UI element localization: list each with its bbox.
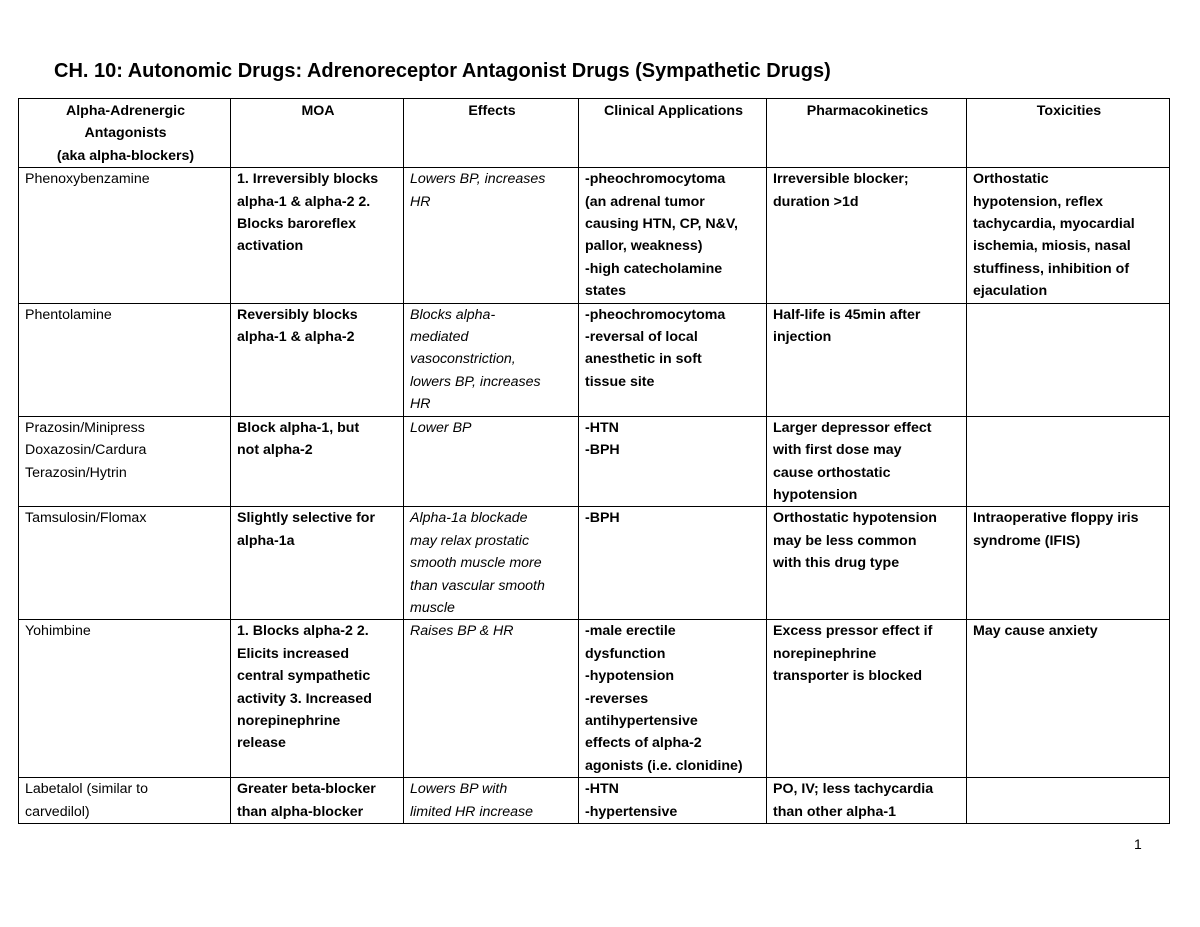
cell-line: Raises BP & HR	[410, 623, 514, 640]
cell-line: Yohimbine	[25, 623, 91, 640]
cell-line: duration >1d	[773, 193, 859, 210]
table-row	[19, 168, 1170, 303]
table-row	[19, 303, 1170, 416]
header-line: Toxicities	[1036, 103, 1102, 119]
cell-line: activity 3. Increased	[237, 690, 372, 707]
cell-line: -hypertensive	[585, 803, 678, 820]
header-line: Antagonists	[84, 125, 167, 142]
cell-line: -male erectile	[585, 623, 676, 640]
cell-line: syndrome (IFIS)	[973, 532, 1081, 549]
cell-toxicities	[967, 416, 1170, 507]
cell-line: smooth muscle more	[410, 555, 542, 572]
cell-line: ischemia, miosis, nasal	[973, 238, 1131, 255]
cell-line: ejaculation	[973, 283, 1048, 300]
header-line: MOA	[301, 103, 335, 119]
cell-line: agonists (i.e. clonidine)	[585, 757, 743, 774]
cell-line: limited HR increase	[410, 803, 533, 820]
header-line: Clinical Applications	[603, 103, 743, 119]
cell-line: than vascular smooth	[410, 577, 545, 594]
cell-line: central sympathetic	[237, 668, 371, 685]
table-row	[19, 416, 1170, 507]
cell-line: with this drug type	[773, 555, 900, 572]
header-line: Pharmacokinetics	[806, 103, 929, 119]
cell-line: muscle	[410, 599, 455, 616]
page-number: 1	[1134, 836, 1142, 852]
cell-line: -reversal of local	[585, 329, 698, 346]
header-effects	[404, 99, 579, 168]
cell-line: tissue site	[585, 373, 655, 390]
cell-line: stuffiness, inhibition of	[973, 260, 1130, 277]
cell-line: alpha-1 & alpha-2 2.	[237, 193, 371, 210]
header-line: Alpha-Adrenergic	[65, 103, 186, 119]
cell-line: not alpha-2	[237, 442, 313, 459]
header-moa	[231, 99, 404, 168]
cell-effects	[404, 416, 579, 507]
cell-line: Alpha-1a blockade	[410, 510, 528, 527]
cell-pharmacokinetics	[767, 303, 967, 416]
header-drug-class	[19, 99, 231, 168]
cell-toxicities	[967, 303, 1170, 416]
cell-line: cause orthostatic	[773, 464, 891, 481]
cell-clinical-applications	[579, 303, 767, 416]
table-row	[19, 507, 1170, 620]
cell-drug	[19, 507, 231, 620]
cell-line: Elicits increased	[237, 645, 349, 662]
cell-effects	[404, 620, 579, 778]
cell-line: alpha-1 & alpha-2	[237, 329, 355, 346]
cell-line: may relax prostatic	[410, 532, 530, 549]
cell-line: states	[585, 283, 627, 300]
cell-line: Lower BP	[410, 419, 472, 436]
cell-line: Orthostatic hypotension	[773, 510, 937, 527]
cell-line: Doxazosin/Cardura	[25, 442, 147, 459]
cell-line: Lowers BP, increases	[410, 171, 546, 188]
cell-toxicities	[967, 168, 1170, 303]
cell-line: -HTN	[585, 419, 619, 436]
cell-pharmacokinetics	[767, 778, 967, 824]
cell-line: Greater beta-blocker	[237, 781, 376, 798]
cell-line: hypotension, reflex	[973, 193, 1104, 210]
cell-line: Slightly selective for	[237, 510, 375, 527]
cell-moa	[231, 620, 404, 778]
drug-table	[18, 98, 1170, 824]
cell-effects	[404, 303, 579, 416]
cell-moa	[231, 778, 404, 824]
header-pharmacokinetics	[767, 99, 967, 168]
cell-line: Orthostatic	[973, 171, 1049, 188]
cell-line: -pheochromocytoma	[585, 306, 726, 323]
cell-line: Half-life is 45min after	[773, 306, 921, 323]
cell-line: than alpha-blocker	[237, 803, 364, 820]
cell-line: -reverses	[585, 690, 649, 707]
cell-toxicities	[967, 507, 1170, 620]
table-row	[19, 778, 1170, 824]
cell-line: HR	[410, 193, 431, 210]
cell-moa	[231, 168, 404, 303]
cell-drug	[19, 620, 231, 778]
cell-line: causing HTN, CP, N&V,	[585, 216, 738, 233]
cell-pharmacokinetics	[767, 507, 967, 620]
cell-moa	[231, 507, 404, 620]
cell-drug	[19, 778, 231, 824]
cell-line: Block alpha-1, but	[237, 419, 360, 436]
cell-effects	[404, 168, 579, 303]
cell-line: anesthetic in soft	[585, 351, 702, 368]
cell-toxicities	[967, 778, 1170, 824]
cell-line: Phentolamine	[25, 306, 112, 323]
cell-moa	[231, 416, 404, 507]
cell-line: carvedilol)	[25, 803, 90, 820]
table-row	[19, 620, 1170, 778]
cell-pharmacokinetics	[767, 620, 967, 778]
cell-line: transporter is blocked	[773, 668, 923, 685]
cell-line: activation	[237, 238, 304, 255]
table-header-row	[19, 99, 1170, 168]
cell-moa	[231, 303, 404, 416]
cell-drug	[19, 416, 231, 507]
cell-line: HR	[410, 396, 431, 413]
cell-line: Irreversible blocker;	[773, 171, 909, 188]
cell-line: pallor, weakness)	[585, 238, 703, 255]
cell-line: -pheochromocytoma	[585, 171, 726, 188]
cell-drug	[19, 303, 231, 416]
cell-line: 1. Blocks alpha-2 2.	[237, 623, 369, 640]
cell-line: norepinephrine	[773, 645, 877, 662]
cell-line: than other alpha-1	[773, 803, 896, 820]
cell-line: Blocks alpha-	[410, 306, 496, 323]
cell-effects	[404, 507, 579, 620]
cell-line: Intraoperative floppy iris	[973, 510, 1139, 527]
cell-line: hypotension	[773, 486, 858, 503]
cell-line: antihypertensive	[585, 712, 698, 729]
cell-line: 1. Irreversibly blocks	[237, 171, 379, 188]
cell-line: may be less common	[773, 532, 917, 549]
cell-line: Blocks baroreflex	[237, 216, 357, 233]
cell-pharmacokinetics	[767, 168, 967, 303]
cell-clinical-applications	[579, 507, 767, 620]
cell-toxicities	[967, 620, 1170, 778]
cell-line: Phenoxybenzamine	[25, 171, 150, 188]
header-toxicities	[967, 99, 1170, 168]
cell-line: effects of alpha-2	[585, 735, 702, 752]
cell-line: (an adrenal tumor	[585, 193, 705, 210]
cell-line: lowers BP, increases	[410, 373, 541, 390]
cell-line: dysfunction	[585, 645, 666, 662]
header-line: (aka alpha-blockers)	[56, 147, 195, 164]
header-line: Effects	[468, 103, 516, 119]
cell-line: vasoconstriction,	[410, 351, 516, 368]
cell-line: Tamsulosin/Flomax	[25, 510, 147, 527]
cell-line: May cause anxiety	[973, 623, 1098, 640]
header-clinical-applications	[579, 99, 767, 168]
cell-line: with first dose may	[773, 442, 902, 459]
cell-line: PO, IV; less tachycardia	[773, 781, 934, 798]
cell-pharmacokinetics	[767, 416, 967, 507]
cell-line: Prazosin/Minipress	[25, 419, 145, 436]
cell-line: injection	[773, 329, 832, 346]
cell-line: Terazosin/Hytrin	[25, 464, 127, 481]
cell-drug	[19, 168, 231, 303]
cell-line: tachycardia, myocardial	[973, 216, 1135, 233]
cell-clinical-applications	[579, 620, 767, 778]
cell-line: -BPH	[585, 442, 620, 459]
cell-line: Reversibly blocks	[237, 306, 358, 323]
page-title: CH. 10: Autonomic Drugs: Adrenoreceptor Antagonist Drugs (Sympathetic Drugs)	[54, 60, 831, 82]
cell-line: -BPH	[585, 510, 620, 527]
table-body	[19, 168, 1170, 824]
cell-line: -hypotension	[585, 668, 675, 685]
cell-clinical-applications	[579, 778, 767, 824]
cell-clinical-applications	[579, 168, 767, 303]
cell-line: mediated	[410, 329, 469, 346]
cell-line: Larger depressor effect	[773, 419, 932, 436]
cell-effects	[404, 778, 579, 824]
cell-line: norepinephrine	[237, 712, 341, 729]
cell-line: -high catecholamine	[585, 260, 723, 277]
cell-line: Lowers BP with	[410, 781, 508, 798]
cell-line: alpha-1a	[237, 532, 295, 549]
cell-clinical-applications	[579, 416, 767, 507]
cell-line: Excess pressor effect if	[773, 623, 933, 640]
cell-line: -HTN	[585, 781, 619, 798]
cell-line: release	[237, 735, 286, 752]
cell-line: Labetalol (similar to	[25, 781, 149, 798]
